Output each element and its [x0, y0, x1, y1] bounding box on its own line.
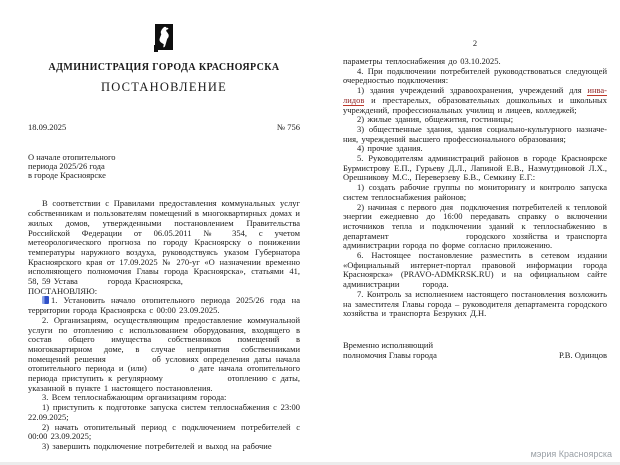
page-1	[28, 24, 300, 452]
paragraph-item-6: 6. Настоящее постановление разместить в сетевом издании «Официальный интернет-портал правовой информации города Красноярска» (PRAVO-ADMKRSK.RU) и на официальном сайте администрации города.	[343, 250, 607, 290]
doc-date: 18.09.2025	[28, 122, 67, 132]
subject-line: в городе Красноярске	[28, 169, 106, 180]
doc-type-title: ПОСТАНОВЛЕНИЕ	[101, 80, 227, 94]
signature-line: полномочия Главы города	[343, 349, 437, 360]
signature-name: Р.В. Одинцов	[559, 349, 607, 360]
paragraph-subitem-5-2: 2) начиная с первого дня подключения потребителей к тепловой энергии ежедневно до 16:00 передавать справку о включении источников тепла и подключении зданий к теплоснабжению в департамент городского хозяйства и транспорта администрации города по форме согласно приложению.	[343, 201, 607, 251]
priority1-suffix: и престарелых, образовательных дошкольных и школьных учреждений, профессиональных училищ и лицеев, колледжей;	[343, 94, 607, 115]
marked-word: инва-лидов	[343, 85, 607, 105]
paragraph-item-5: 5. Руководителям администраций районов в городе Красноярске Бурмистрову Е.П., Гурьеву Д.Л., Лапиной Е.В., Назмутдиновой Л.Х., Орешникову М.С., Переверзеву Б.В., Семкину Е.Г.:	[343, 153, 607, 183]
coat-of-arms-icon	[154, 24, 174, 52]
paragraph-intro: В соответствии с Правилами предоставления коммунальных услуг собственникам и пользователям помещений в многоквартирных домах и жилых домов, утвержденными постановлением Правительства Российской Федерации от 06.05.2011 № 354, с учетом метеорологического прогноза по городу Красноярску о понижении температуры наружного воздуха, руководствуясь указом Губернатора Красноярского края от 17.09.2025 № 270-уг «О назначении временно исполняющего полномочия Главы города Красноярска», статьями 41, 58, 59 Устава города Красноярска,	[28, 198, 300, 287]
doc-number: № 756	[277, 122, 300, 132]
paragraph-priority-3: 3) общественные здания, здания социально-культурного назначе-ния, учреждений высшего профессионального образования;	[343, 123, 607, 144]
item-text: 1. Установить начало отопительного периода 2025/26 года на территории города Красноярска с 00:00 23.09.2025.	[28, 295, 300, 316]
image-caption: мэрия Красноярска	[530, 449, 612, 459]
bookmark-icon[interactable]	[42, 296, 49, 304]
page-number: 2	[472, 38, 478, 48]
resolve-word: ПОСТАНОВЛЯЮ:	[28, 285, 98, 296]
paragraph-subitem-5-1: 1) создать рабочие группы по мониторингу и контролю запуска систем теплоснабжения районов;	[343, 182, 607, 202]
priority1-prefix: 1) здания учреждений здравоохранения, учреждений для	[357, 85, 588, 96]
paragraph-item-1	[28, 296, 300, 315]
doc-subject	[28, 153, 300, 179]
page1-body	[28, 199, 300, 451]
paragraph-item-7: 7. Контроль за исполнением настоящего постановления возложить на заместителя Главы города – руководителя департамента городского хозяйства и транспорта Безруких Д.Н.	[343, 288, 607, 319]
signature-position	[343, 341, 437, 360]
signature-line: Временно исполняющий	[343, 339, 434, 350]
paragraph-priority-4: 4) прочие здания.	[357, 143, 423, 154]
paragraph-subitem-3-2: 2) начать отопительный период с подключением потребителей с 00:00 23.09.2025;	[28, 421, 300, 442]
paragraph-item-4: 4. При подключении потребителей руководствоваться следующей очередностью подключения:	[343, 65, 607, 86]
paragraph-item-3: 3. Всем теплоснабжающим организациям города:	[42, 392, 227, 403]
paragraph-subitem-3-1: 1) приступить к подготовке запуска систем теплоснабжения с 23:00 22.09.2025;	[28, 402, 300, 422]
paragraph-item-2: 2. Организациям, осуществляющим предоставление коммунальной услуги по отоплению с использованием оборудования, входящего в состав общего имущества собственников помещений в многоквартирном доме, в случае непринятия собственниками помещений решения об условиях определения даты начала отопительного периода и (или) о дате начала отопительного периода приступить к регулярному отоплению с даты, указанной в пункте 1 настоящего постановления.	[28, 314, 300, 393]
paragraph-continuation: параметры теплоснабжения до 03.10.2025.	[343, 56, 501, 66]
signature-block	[343, 341, 607, 360]
org-title: АДМИНИСТРАЦИЯ ГОРОДА КРАСНОЯРСКА	[48, 62, 280, 73]
subject-line: периода 2025/26 года	[28, 160, 105, 171]
page-2	[343, 38, 607, 360]
paragraph-subitem-3-3: 3) завершить подключение потребителей и выход на рабочие	[42, 440, 272, 451]
subject-line: О начале отопительного	[28, 152, 116, 162]
paragraph-priority-2: 2) жилые здания, общежития, гостиницы;	[357, 114, 514, 125]
date-number-row	[28, 122, 300, 132]
paragraph-priority-1	[343, 86, 607, 115]
